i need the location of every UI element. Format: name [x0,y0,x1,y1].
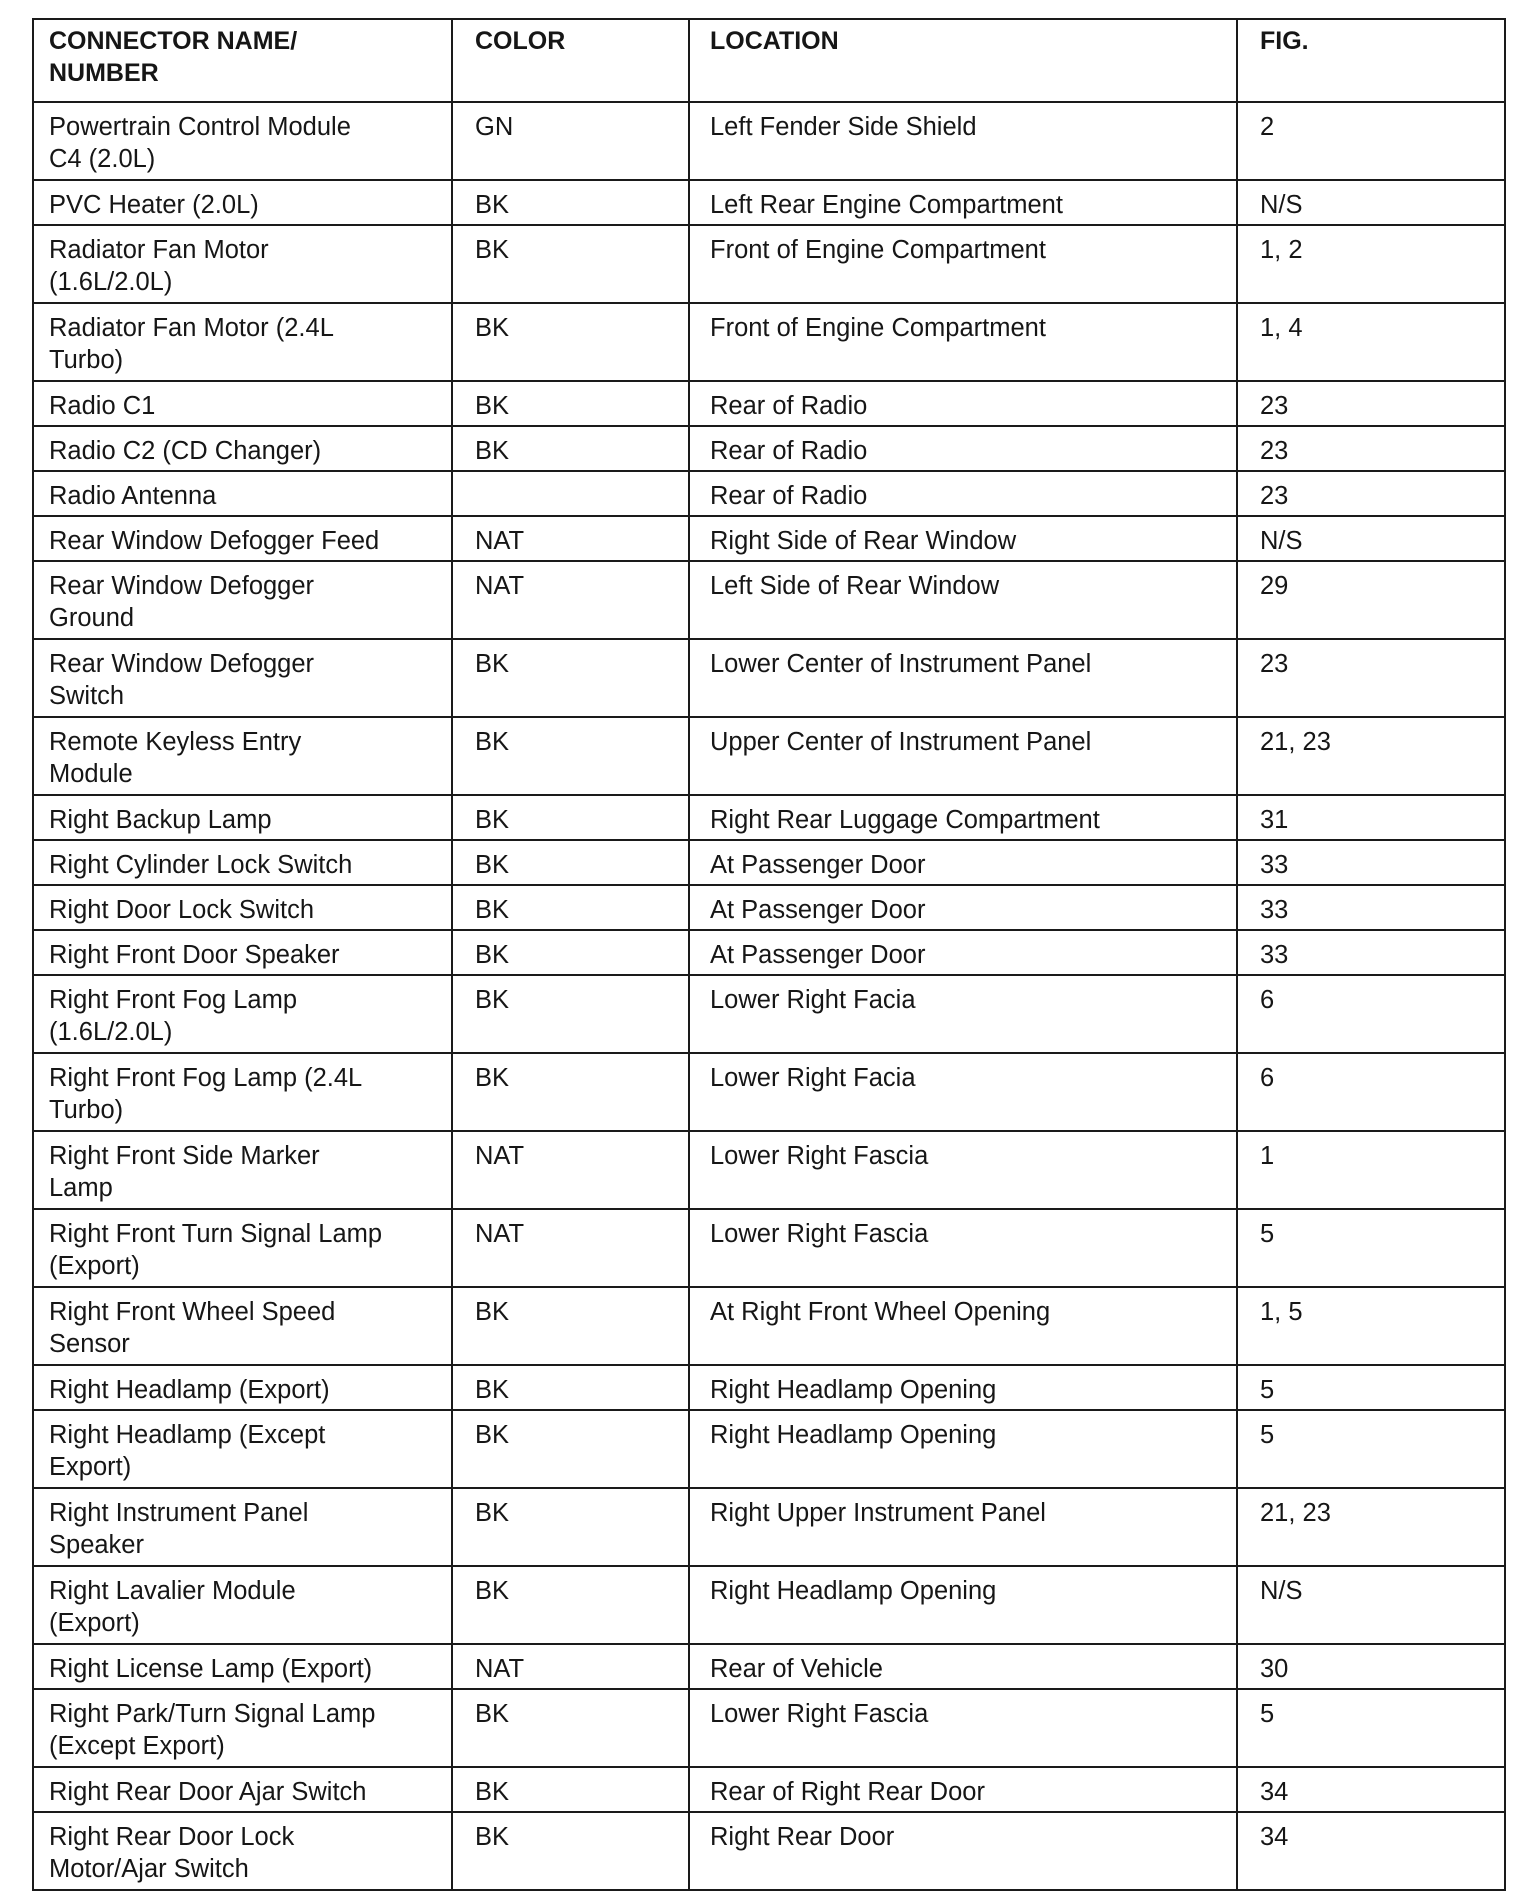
connector-name-line: Right Backup Lamp [49,806,272,834]
table-row [33,180,1505,225]
wire-color-cell: BK [452,1287,689,1365]
connector-name-cell [33,717,452,795]
connector-name-cell [33,1365,452,1410]
connector-name-line: Turbo) [49,346,124,374]
figure-ref-cell: 21, 23 [1237,1488,1505,1566]
table-row [33,1644,1505,1689]
figure-ref-cell: 34 [1237,1812,1505,1890]
wire-color-cell: BK [452,1410,689,1488]
location-cell: Lower Center of Instrument Panel [689,639,1237,717]
connector-name-line: Right Front Fog Lamp [49,986,298,1014]
table-row [33,975,1505,1053]
figure-ref-cell: 29 [1237,561,1505,639]
connector-name-cell [33,1812,452,1890]
location-cell: At Passenger Door [689,885,1237,930]
connector-name-line: Right Instrument Panel [49,1499,309,1527]
connector-name-cell [33,1287,452,1365]
wire-color-cell: BK [452,639,689,717]
figure-ref-cell: 33 [1237,885,1505,930]
figure-ref-cell: 5 [1237,1689,1505,1767]
connector-name-cell [33,303,452,381]
table-header-row [33,19,1505,102]
wire-color-cell: BK [452,426,689,471]
connector-name-cell [33,1566,452,1644]
connector-name-line: Ground [49,604,135,632]
connector-name-line: Sensor [49,1330,130,1358]
connector-name-line: Rear Window Defogger [49,572,315,600]
wire-color-cell: BK [452,1767,689,1812]
table-row [33,930,1505,975]
location-cell: Rear of Radio [689,426,1237,471]
table-row [33,1488,1505,1566]
wire-color-cell: BK [452,1365,689,1410]
connector-name-line: (Except Export) [49,1732,225,1760]
table-row [33,561,1505,639]
location-cell: Rear of Radio [689,471,1237,516]
table-row [33,102,1505,180]
connector-name-line: Motor/Ajar Switch [49,1855,249,1883]
connector-name-line: Module [49,760,133,788]
connector-name-line: Right Front Fog Lamp (2.4L [49,1064,363,1092]
connector-name-line: Remote Keyless Entry [49,728,302,756]
location-cell: Rear of Vehicle [689,1644,1237,1689]
connector-name-cell [33,1689,452,1767]
connector-name-line: Right Door Lock Switch [49,896,315,924]
wire-color-cell: NAT [452,1131,689,1209]
connector-name-line: Rear Window Defogger Feed [49,527,380,555]
figure-ref-cell: 5 [1237,1365,1505,1410]
connector-name-line: Right Headlamp (Except [49,1421,326,1449]
table-body [33,102,1505,1890]
wire-color-cell [452,471,689,516]
table-row [33,303,1505,381]
figure-ref-cell: 2 [1237,102,1505,180]
connector-name-cell [33,1488,452,1566]
wire-color-cell: BK [452,1566,689,1644]
connector-name-cell [33,795,452,840]
connector-name-cell [33,885,452,930]
connector-name-line: Export) [49,1453,132,1481]
connector-name-cell [33,1767,452,1812]
connector-table [32,18,1506,1891]
location-cell: Right Headlamp Opening [689,1365,1237,1410]
connector-name-cell [33,102,452,180]
connector-table-page [32,18,1504,1891]
connector-name-line: Right Rear Door Lock [49,1823,295,1851]
connector-name-cell [33,471,452,516]
connector-name-line: Right Headlamp (Export) [49,1376,330,1404]
wire-color-cell: BK [452,885,689,930]
connector-name-line: Switch [49,682,125,710]
table-row [33,1365,1505,1410]
column-header-connector-name [33,19,452,102]
header-name-line1: CONNECTOR NAME/ [49,27,298,55]
table-row [33,381,1505,426]
connector-name-cell [33,930,452,975]
connector-name-line: Radiator Fan Motor [49,236,269,264]
wire-color-cell: BK [452,1812,689,1890]
wire-color-cell: BK [452,975,689,1053]
location-cell: Lower Right Facia [689,975,1237,1053]
connector-name-line: Radio Antenna [49,482,217,510]
figure-ref-cell: 5 [1237,1410,1505,1488]
wire-color-cell: BK [452,795,689,840]
connector-name-line: Turbo) [49,1096,124,1124]
table-row [33,717,1505,795]
connector-name-line: Right Cylinder Lock Switch [49,851,353,879]
figure-ref-cell: 23 [1237,639,1505,717]
connector-name-cell [33,1209,452,1287]
figure-ref-cell: 23 [1237,426,1505,471]
location-cell: Lower Right Fascia [689,1689,1237,1767]
connector-name-line: Right Front Side Marker [49,1142,320,1170]
table-row [33,225,1505,303]
column-header-color: COLOR [452,19,689,102]
connector-name-line: Right Front Wheel Speed [49,1298,336,1326]
wire-color-cell: BK [452,840,689,885]
column-header-fig: FIG. [1237,19,1505,102]
figure-ref-cell: 23 [1237,381,1505,426]
location-cell: Right Headlamp Opening [689,1410,1237,1488]
figure-ref-cell: 33 [1237,840,1505,885]
figure-ref-cell: N/S [1237,1566,1505,1644]
table-row [33,639,1505,717]
location-cell: Lower Right Fascia [689,1131,1237,1209]
connector-name-cell [33,561,452,639]
connector-name-line: Right Front Door Speaker [49,941,340,969]
connector-name-cell [33,225,452,303]
figure-ref-cell: 6 [1237,1053,1505,1131]
figure-ref-cell: 30 [1237,1644,1505,1689]
connector-name-line: Powertrain Control Module [49,113,351,141]
table-row [33,1209,1505,1287]
location-cell: Right Rear Door [689,1812,1237,1890]
figure-ref-cell: 6 [1237,975,1505,1053]
figure-ref-cell: N/S [1237,180,1505,225]
location-cell: Left Side of Rear Window [689,561,1237,639]
figure-ref-cell: 1, 4 [1237,303,1505,381]
table-row [33,1767,1505,1812]
column-header-location: LOCATION [689,19,1237,102]
wire-color-cell: NAT [452,516,689,561]
table-row [33,1812,1505,1890]
table-row [33,1566,1505,1644]
connector-name-line: Right Lavalier Module [49,1577,296,1605]
wire-color-cell: BK [452,930,689,975]
figure-ref-cell: 1, 5 [1237,1287,1505,1365]
figure-ref-cell: 34 [1237,1767,1505,1812]
table-row [33,471,1505,516]
wire-color-cell: NAT [452,561,689,639]
connector-name-cell [33,1644,452,1689]
wire-color-cell: BK [452,1689,689,1767]
connector-name-line: Radio C2 (CD Changer) [49,437,322,465]
figure-ref-cell: 5 [1237,1209,1505,1287]
location-cell: Right Rear Luggage Compartment [689,795,1237,840]
connector-name-line: (1.6L/2.0L) [49,268,173,296]
connector-name-cell [33,516,452,561]
location-cell: At Right Front Wheel Opening [689,1287,1237,1365]
connector-name-line: Speaker [49,1531,144,1559]
wire-color-cell: BK [452,381,689,426]
wire-color-cell: BK [452,303,689,381]
location-cell: Right Upper Instrument Panel [689,1488,1237,1566]
table-row [33,795,1505,840]
figure-ref-cell: 33 [1237,930,1505,975]
location-cell: At Passenger Door [689,840,1237,885]
connector-name-line: Rear Window Defogger [49,650,315,678]
wire-color-cell: NAT [452,1644,689,1689]
wire-color-cell: BK [452,717,689,795]
location-cell: Left Rear Engine Compartment [689,180,1237,225]
table-row [33,516,1505,561]
connector-name-cell [33,840,452,885]
connector-name-line: Right License Lamp (Export) [49,1655,373,1683]
connector-name-cell [33,1410,452,1488]
table-row [33,1689,1505,1767]
table-row [33,840,1505,885]
connector-name-line: (Export) [49,1252,140,1280]
location-cell: Left Fender Side Shield [689,102,1237,180]
location-cell: Front of Engine Compartment [689,225,1237,303]
connector-name-cell [33,975,452,1053]
figure-ref-cell: 1 [1237,1131,1505,1209]
table-row [33,1410,1505,1488]
connector-name-line: (1.6L/2.0L) [49,1018,173,1046]
wire-color-cell: BK [452,1488,689,1566]
connector-name-line: (Export) [49,1609,140,1637]
location-cell: At Passenger Door [689,930,1237,975]
location-cell: Rear of Radio [689,381,1237,426]
connector-name-cell [33,1053,452,1131]
table-row [33,885,1505,930]
connector-name-line: Radiator Fan Motor (2.4L [49,314,334,342]
wire-color-cell: GN [452,102,689,180]
table-row [33,1287,1505,1365]
connector-name-line: Right Rear Door Ajar Switch [49,1778,367,1806]
location-cell: Lower Right Facia [689,1053,1237,1131]
connector-name-cell [33,426,452,471]
connector-name-line: Radio C1 [49,392,156,420]
figure-ref-cell: 23 [1237,471,1505,516]
location-cell: Upper Center of Instrument Panel [689,717,1237,795]
table-row [33,1131,1505,1209]
location-cell: Rear of Right Rear Door [689,1767,1237,1812]
connector-name-line: PVC Heater (2.0L) [49,191,259,219]
wire-color-cell: BK [452,180,689,225]
location-cell: Right Side of Rear Window [689,516,1237,561]
connector-name-line: Right Park/Turn Signal Lamp [49,1700,376,1728]
connector-name-line: Right Front Turn Signal Lamp [49,1220,383,1248]
wire-color-cell: BK [452,225,689,303]
connector-name-line: Lamp [49,1174,113,1202]
header-name-line2: NUMBER [49,59,159,87]
connector-name-cell [33,381,452,426]
figure-ref-cell: 1, 2 [1237,225,1505,303]
location-cell: Lower Right Fascia [689,1209,1237,1287]
connector-name-cell [33,639,452,717]
wire-color-cell: BK [452,1053,689,1131]
wire-color-cell: NAT [452,1209,689,1287]
connector-name-cell [33,1131,452,1209]
figure-ref-cell: 31 [1237,795,1505,840]
location-cell: Right Headlamp Opening [689,1566,1237,1644]
connector-name-line: C4 (2.0L) [49,145,156,173]
figure-ref-cell: N/S [1237,516,1505,561]
location-cell: Front of Engine Compartment [689,303,1237,381]
figure-ref-cell: 21, 23 [1237,717,1505,795]
table-row [33,1053,1505,1131]
connector-name-cell [33,180,452,225]
table-row [33,426,1505,471]
